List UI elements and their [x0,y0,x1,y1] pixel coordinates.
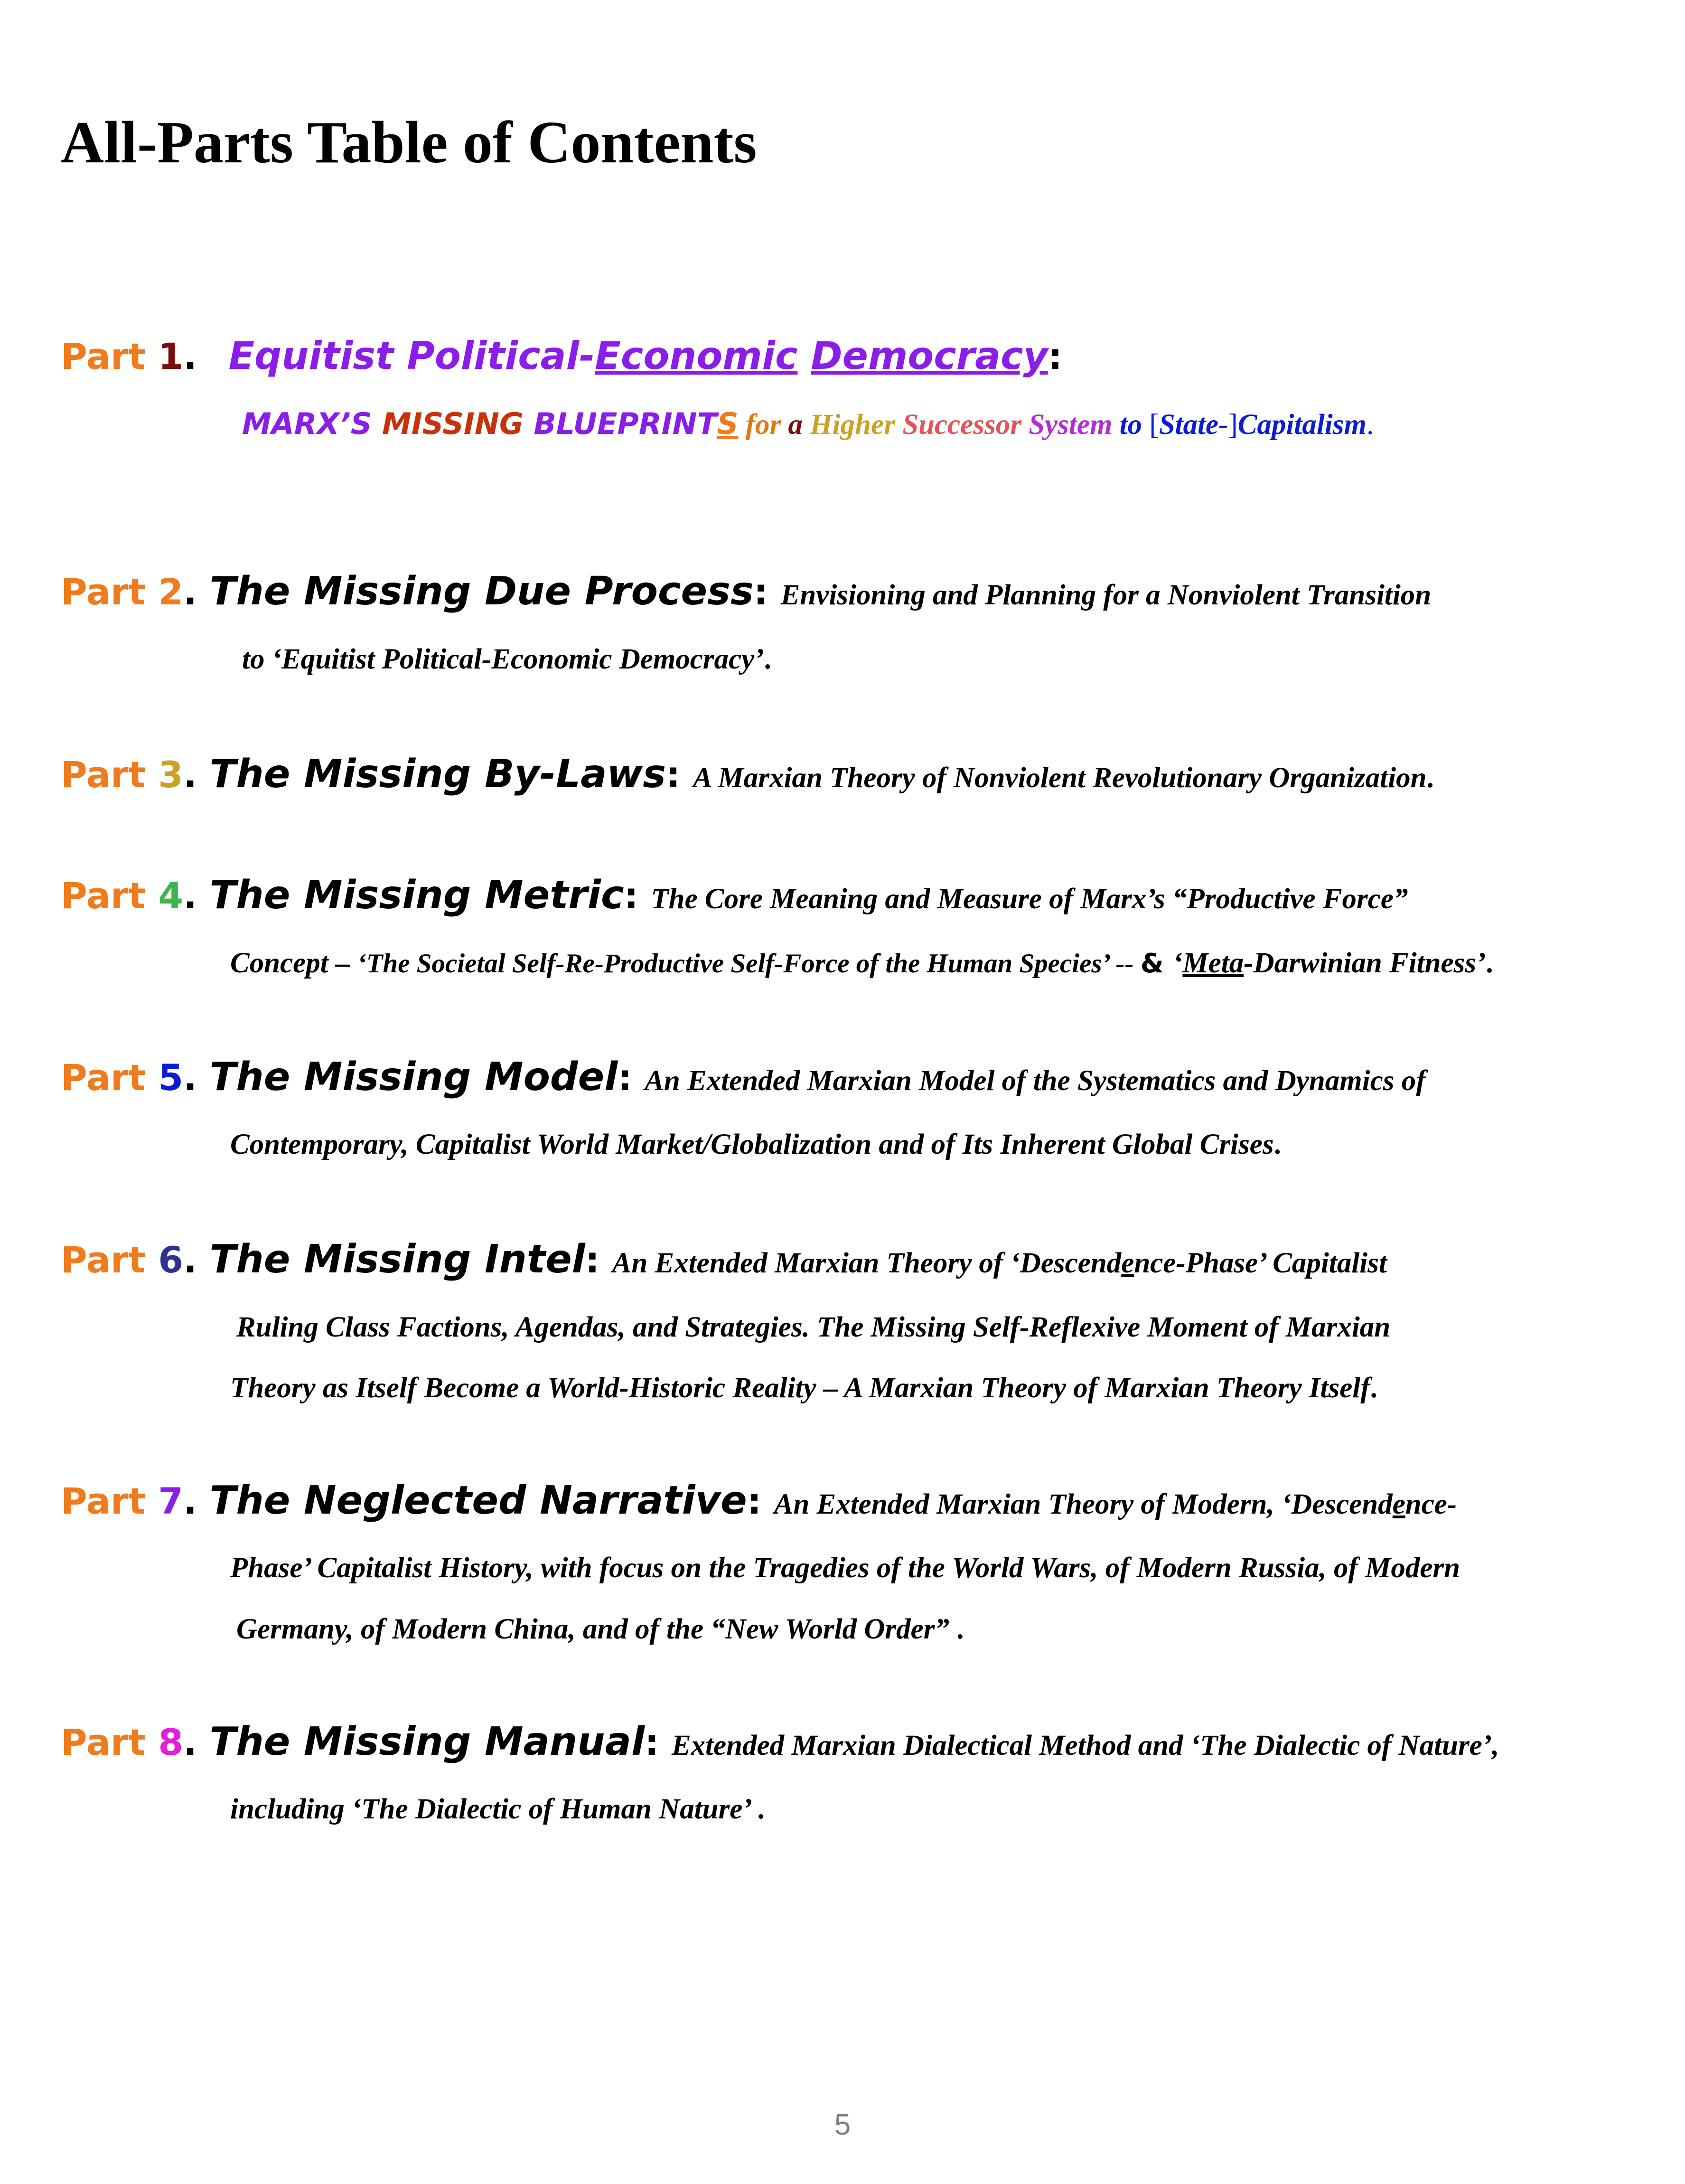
part-7-line-2-text: Phase’ Capitalist History, with focus on the Tragedies of the World Wars, of Modern Russia, of Modern [230,1552,1460,1584]
part-2-line-1: Envisioning and Planning for a Nonviolent Transition [780,579,1432,611]
part-4-line-2b: ‘The Societal Self-Re-Productive Self-Force of the Human Species’ -- [357,949,1141,979]
part-label: Part [61,1721,159,1763]
part-8-heading [61,1719,1499,1764]
part-6-line-3-end: . [1370,1372,1377,1404]
part-1-topic-3: Economic [595,334,798,378]
part-8-line-2 [230,1795,765,1824]
page-title: All-Parts Table of Contents [61,110,757,176]
part-4-line-2e: Meta [1182,947,1244,979]
part-5-line-2 [230,1130,1281,1159]
part-1-sub-9: System [1021,409,1113,441]
part-5-line-2-end: . [1273,1129,1281,1160]
part-7-line-3-text: Germany, of Modern China, and of the “New World Order” [236,1613,957,1645]
part-1-heading [61,334,1063,378]
part-4-line-1: The Core Meaning and Measure of Marx’s “Productive Force” [651,883,1408,915]
part-5-line-2-text: Contemporary, Capitalist World Market/Globalization and of Its Inherent Global Crises [230,1129,1274,1160]
part-6-line-2 [236,1313,1390,1342]
part-number: 3 [158,753,184,796]
part-1-sub-8: Successor [895,409,1021,441]
part-1-sub-1: MARX’S [242,406,383,441]
part-2-heading [61,569,1432,614]
part-1-topic-5: Democracy [811,334,1048,378]
part-7-line-1b: e [1392,1488,1405,1520]
part-8-colon: : [645,1721,672,1763]
part-1-sub-12: State- [1159,409,1228,441]
part-4-line-2 [230,949,1493,978]
part-1-sub-13: ] [1228,409,1238,441]
part-6-topic: The Missing Intel [209,1237,585,1282]
part-1-subtitle [242,406,1374,441]
part-7-line-1a: An Extended Marxian Theory of Modern, ‘Descend [774,1488,1393,1520]
part-5-heading [61,1054,1426,1100]
part-label: Part [61,875,159,917]
part-8-line-2-end: . [757,1793,765,1825]
part-1-sub-15: . [1366,409,1374,441]
part-number: 6 [158,1239,184,1281]
part-2-line-2 [242,645,771,674]
part-6-line-1c: nce-Phase’ Capitalist [1134,1247,1387,1279]
part-4-line-2g: . [1486,947,1493,979]
part-4-colon: : [624,875,651,917]
part-dot: . [183,1480,210,1522]
part-number: 7 [158,1480,184,1522]
part-6-line-1b: e [1121,1247,1134,1279]
part-number: 8 [158,1721,184,1763]
part-4-ampersand: & [1140,948,1173,979]
part-dot: . [183,571,210,613]
part-4-topic: The Missing Metric [209,873,624,918]
part-3-topic: The Missing By-Laws [209,752,666,797]
part-2-colon: : [753,571,781,613]
part-label: Part [61,1480,159,1522]
part-2-line-2-end: . [764,643,771,675]
part-4-heading [61,873,1408,918]
part-number: 5 [158,1056,184,1099]
part-2-topic: The Missing Due Process [209,569,754,614]
part-number: 2 [158,571,184,613]
part-8-line-1: Extended Marxian Dialectical Method and ‘The Dialectic of Nature’, [671,1730,1499,1761]
part-8-line-2-text: including ‘The Dialectic of Human Nature’ [230,1793,758,1825]
part-label: Part [61,571,159,613]
part-number: 1 [158,335,184,377]
part-dot: . [183,335,210,377]
part-label: Part [61,1056,159,1099]
part-1-topic-2: - [579,334,595,378]
part-3-line-1: A Marxian Theory of Nonviolent Revolutionary Organization [693,762,1427,794]
part-4-line-2f: -Darwinian Fitness’ [1244,947,1486,979]
part-label: Part [61,1239,159,1281]
part-dot: . [183,875,210,917]
part-6-heading [61,1237,1387,1282]
part-6-colon: : [585,1239,612,1281]
part-1-sub-5: for [738,409,781,441]
part-dot: . [183,753,210,796]
part-number: 4 [158,875,184,917]
part-1-colon: : [1048,335,1063,377]
part-5-line-1: An Extended Marxian Model of the Systematics and Dynamics of [645,1065,1426,1097]
part-5-topic: The Missing Model [209,1054,618,1100]
part-1-sub-10: to [1112,409,1150,441]
part-2-line-2-text: to ‘Equitist Political-Economic Democracy’ [242,643,764,675]
part-dot: . [183,1721,210,1763]
part-3-heading [61,752,1434,797]
part-label: Part [61,753,159,796]
part-1-sub-14: Capitalism [1237,409,1367,441]
part-dot: . [183,1239,210,1281]
part-1-sub-11: [ [1149,409,1159,441]
part-7-line-3 [236,1615,964,1644]
part-3-colon: : [666,753,693,796]
part-7-heading [61,1478,1457,1523]
part-1-sub-4: S [717,406,739,441]
part-1-topic-4 [797,334,811,378]
part-7-topic: The Neglected Narrative [209,1478,747,1523]
part-7-line-2 [230,1553,1460,1582]
part-7-line-1c: nce- [1405,1488,1457,1520]
part-1-sub-6: a [781,409,810,441]
part-3-line-1-end: . [1426,762,1434,794]
part-8-topic: The Missing Manual [209,1719,645,1764]
page-number: 5 [834,2109,851,2141]
part-4-line-2a: Concept – [230,947,357,979]
part-dot: . [183,1056,210,1099]
part-7-colon: : [747,1480,774,1522]
part-5-colon: : [618,1056,645,1099]
part-7-line-3-end: . [956,1613,964,1645]
part-1-sub-7: Higher [810,409,895,441]
part-1-sub-3: BLUEPRINT [534,406,717,441]
part-6-line-3 [230,1374,1377,1403]
part-4-line-2d: ‘ [1173,947,1183,979]
part-6-line-3-text: Theory as Itself Become a World-Historic Reality – A Marxian Theory of Marxian Theory Itself [230,1372,1370,1404]
part-6-line-1a: An Extended Marxian Theory of ‘Descend [612,1247,1122,1279]
part-1-sub-2: MISSING [382,406,534,441]
part-6-line-2-text: Ruling Class Factions, Agendas, and Strategies. The Missing Self-Reflexive Moment of Marxian [236,1311,1391,1343]
part-label: Part [61,335,159,377]
part-1-topic-1: Equitist Political [228,334,580,378]
